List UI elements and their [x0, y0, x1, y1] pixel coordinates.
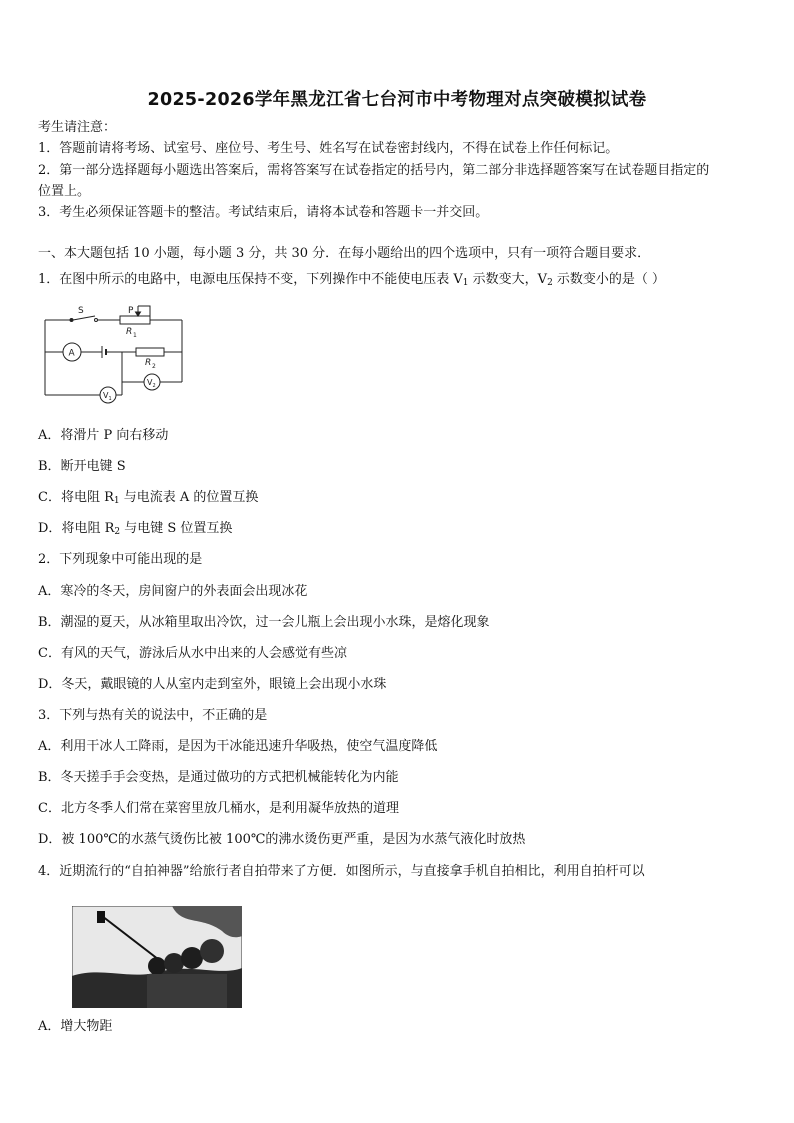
q1-stem-sub-2: 2: [547, 278, 553, 288]
section-heading: 一、本大题包括 10 小题，每小题 3 分，共 30 分．在每小题给出的四个选项中，只有一项符合题目要求．: [38, 246, 651, 261]
notice-item-1: 1．答题前请将考场、试室号、座位号、考生号、姓名写在试卷密封线内，不得在试卷上作任何标记。: [38, 141, 619, 156]
q3-option-d: D．被 100℃的水蒸气烫伤比被 100℃的沸水烫伤更严重，是因为水蒸气液化时放热: [38, 832, 526, 847]
v2-label: V: [147, 378, 153, 387]
page-title: 2025-2026学年黑龙江省七台河市中考物理对点突破模拟试卷: [147, 90, 647, 110]
person-head-2: [164, 953, 184, 973]
switch-label: S: [78, 306, 84, 316]
q4-option-a: A．增大物距: [38, 1019, 113, 1034]
q2-option-b: B．潮湿的夏天，从冰箱里取出冷饮，过一会儿瓶上会出现小水珠，是熔化现象: [38, 615, 490, 630]
resistor-r1: [120, 316, 150, 324]
slider-arrow-head: [136, 312, 141, 316]
ammeter-label: A: [68, 348, 75, 359]
q1-stem-part-a: 1．在图中所示的电路中，电源电压保持不变，下列操作中不能使电压表 V: [38, 272, 463, 287]
option-text: 断开电键 S: [60, 459, 126, 474]
q1-option-d: [38, 521, 232, 540]
r2-label-sub: 2: [152, 363, 156, 370]
notice-item-2: 2．第一部分选择题每小题选出答案后，需将答案写在试卷指定的括号内，第二部分非选择题答案写在试卷题目指定的: [38, 163, 710, 178]
option-letter: B．: [38, 459, 61, 474]
notice-item-3: 3．考生必须保证答题卡的整洁。考试结束后，请将本试卷和答题卡一并交回。: [38, 205, 489, 220]
r1-label: R: [126, 327, 133, 337]
option-text: 将电阻 R: [60, 490, 114, 505]
q3-option-b: B．冬天搓手手会变热，是通过做功的方式把机械能转化为内能: [38, 770, 399, 785]
q1-stem-sub-1: 1: [462, 278, 469, 288]
q1-option-a: [38, 428, 168, 444]
option-text-cont: 与电键 S 位置互换: [120, 521, 233, 536]
option-text: 将滑片 P 向右移动: [60, 428, 169, 443]
option-sub: 2: [114, 527, 121, 537]
q3-option-c: C．北方冬季人们常在菜窖里放几桶水，是利用凝华放热的道理: [38, 801, 399, 816]
q3-option-a: A．利用干冰人工降雨，是因为干冰能迅速升华吸热，使空气温度降低: [38, 739, 438, 754]
question-3-stem: 3．下列与热有关的说法中，不正确的是: [38, 708, 268, 723]
q2-option-a: A．寒冷的冬天，房间窗户的外表面会出现冰花: [38, 584, 308, 599]
slider-label: P: [128, 306, 134, 316]
q1-stem-part-c: 示数变小的是（ ）: [552, 272, 666, 287]
option-sub: 1: [113, 496, 120, 506]
q1-option-b: [38, 459, 126, 475]
people-bodies: [147, 974, 227, 1008]
q2-option-c: C．有风的天气，游泳后从水中出来的人会感觉有些凉: [38, 646, 347, 661]
person-head-4: [200, 939, 224, 963]
question-2-stem: 2．下列现象中可能出现的是: [38, 552, 203, 567]
notice-heading: 考生请注意：: [38, 120, 117, 135]
phone-icon: [97, 911, 105, 923]
r2-label: R: [145, 358, 152, 368]
option-text-cont: 与电流表 A 的位置互换: [119, 490, 259, 505]
question-4-stem: 4．近期流行的“自拍神器”给旅行者自拍带来了方便．如图所示，与直接拿手机自拍相比，利用自拍杆可以: [38, 864, 645, 879]
v2-label-sub: 2: [152, 383, 156, 389]
option-letter: C．: [38, 490, 61, 505]
circuit-diagram: [40, 300, 190, 410]
q2-option-d: D．冬天，戴眼镜的人从室内走到室外，眼镜上会出现小水珠: [38, 677, 387, 692]
selfie-photo: [72, 906, 242, 1008]
switch-contact-left: [70, 319, 73, 322]
notice-item-2-cont: 位置上。: [38, 184, 91, 199]
switch-blade: [73, 316, 95, 320]
option-letter: D．: [38, 521, 62, 536]
person-head-3: [181, 947, 203, 969]
q1-option-c: [38, 490, 258, 509]
option-letter: A．: [38, 428, 61, 443]
person-head-1: [148, 957, 166, 975]
question-1-stem: [38, 272, 665, 291]
v1-label-sub: 1: [108, 396, 112, 402]
resistor-r2: [136, 348, 164, 356]
r1-label-sub: 1: [133, 332, 137, 339]
q1-stem-part-b: 示数变大，V: [468, 272, 548, 287]
option-text: 将电阻 R: [61, 521, 115, 536]
v1-label: V: [103, 391, 109, 400]
